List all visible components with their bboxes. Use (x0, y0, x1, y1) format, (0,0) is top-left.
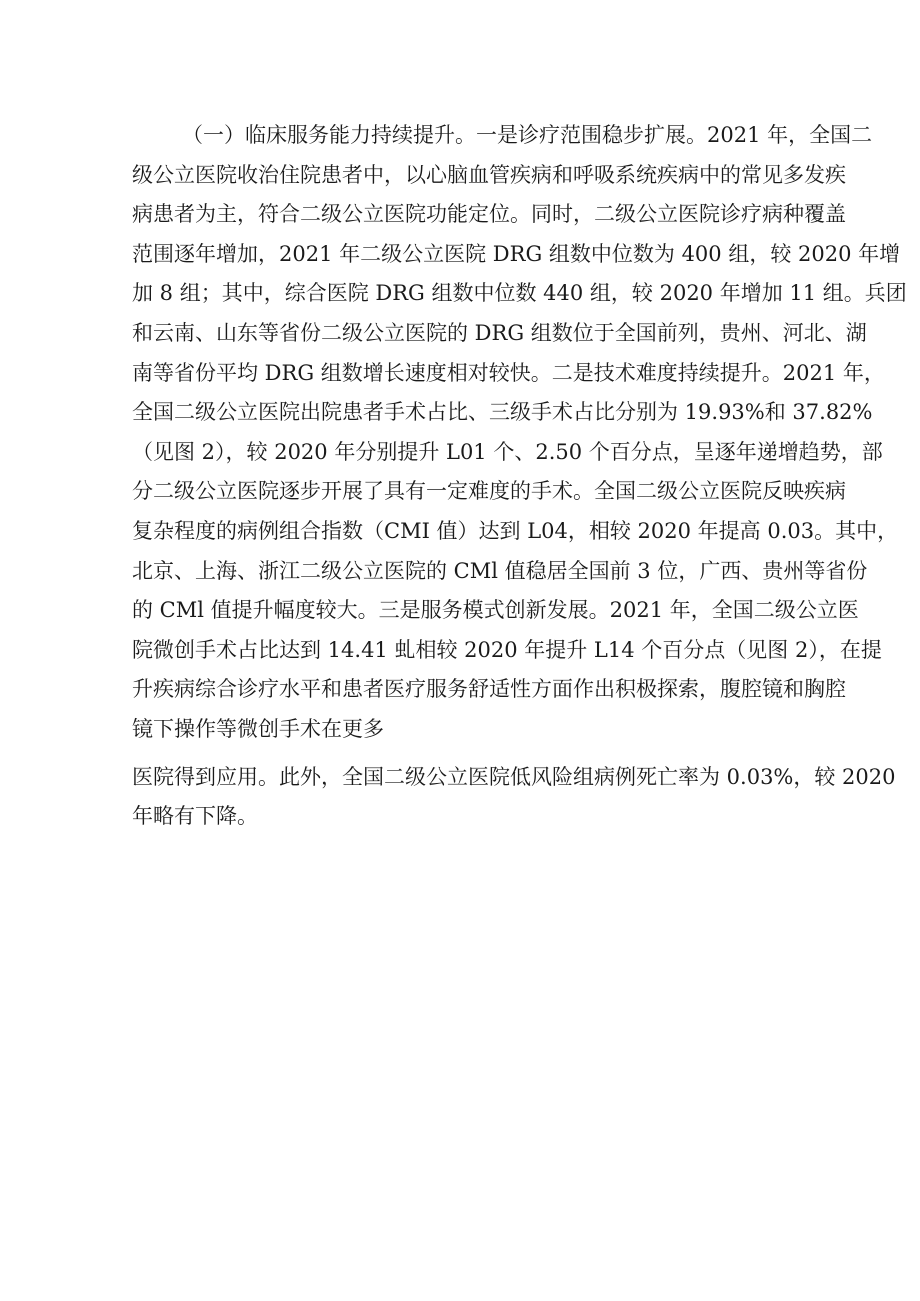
text-line: 升疾病综合诊疗水平和患者医疗服务舒适性方面作出积极探索，腹腔镜和胸腔 (132, 677, 846, 702)
text-line: 和云南、山东等省份二级公立医院的 DRG 组数位于全国前列，贵州、河北、湖 (132, 320, 867, 345)
text-line: 医院得到应用。此外，全国二级公立医院低风险组病例死亡率为 0.03%，较 2020 (132, 764, 896, 789)
text-line: 级公立医院收治住院患者中，以心脑血管疾病和呼吸系统疾病中的常见多发疾 (132, 162, 846, 187)
text-line: 复杂程度的病例组合指数（CMI 值）达到 L04，相较 2020 年提高 0.03。其中， (132, 518, 899, 543)
text-line: 病患者为主，符合二级公立医院功能定位。同时，二级公立医院诊疗病种覆盖 (132, 202, 846, 227)
text-line: 全国二级公立医院出院患者手术占比、三级手术占比分别为 19.93%和 37.82% (132, 400, 873, 425)
text-line: （一）临床服务能力持续提升。一是诊疗范围稳步扩展。2021 年，全国二 (182, 123, 873, 147)
text-line: 加 8 组；其中，综合医院 DRG 组数中位数 440 组，较 2020 年增加 11 组。兵团 (132, 281, 907, 306)
text-line: 北京、上海、浙江二级公立医院的 CMl 值稳居全国前 3 位，广西、贵州等省份 (132, 558, 868, 583)
text-line: 年略有下降。 (132, 804, 258, 829)
text-line: （见图 2），较 2020 年分别提升 L01 个、2.50 个百分点，呈逐年递增趋势，部 (132, 439, 883, 464)
text-line: 的 CMl 值提升幅度较大。三是服务模式创新发展。2021 年，全国二级公立医 (132, 598, 859, 623)
text-line: 院微创手术占比达到 14.41 虬相较 2020 年提升 L14 个百分点（见图 2），在提 (132, 637, 882, 662)
paragraph-gap (132, 750, 918, 758)
text-line: 镜下操作等微创手术在更多 (132, 716, 384, 741)
paragraph-1 (132, 116, 918, 750)
text-line: 分二级公立医院逐步开展了具有一定难度的手术。全国二级公立医院反映疾病 (132, 479, 846, 504)
text-line: 南等省份平均 DRG 组数增长速度相对较快。二是技术难度持续提升。2021 年， (132, 360, 885, 385)
body-text (132, 116, 918, 837)
paragraph-2 (132, 758, 918, 837)
text-line: 范围逐年增加，2021 年二级公立医院 DRG 组数中位数为 400 组，较 2020 年增 (132, 241, 901, 266)
